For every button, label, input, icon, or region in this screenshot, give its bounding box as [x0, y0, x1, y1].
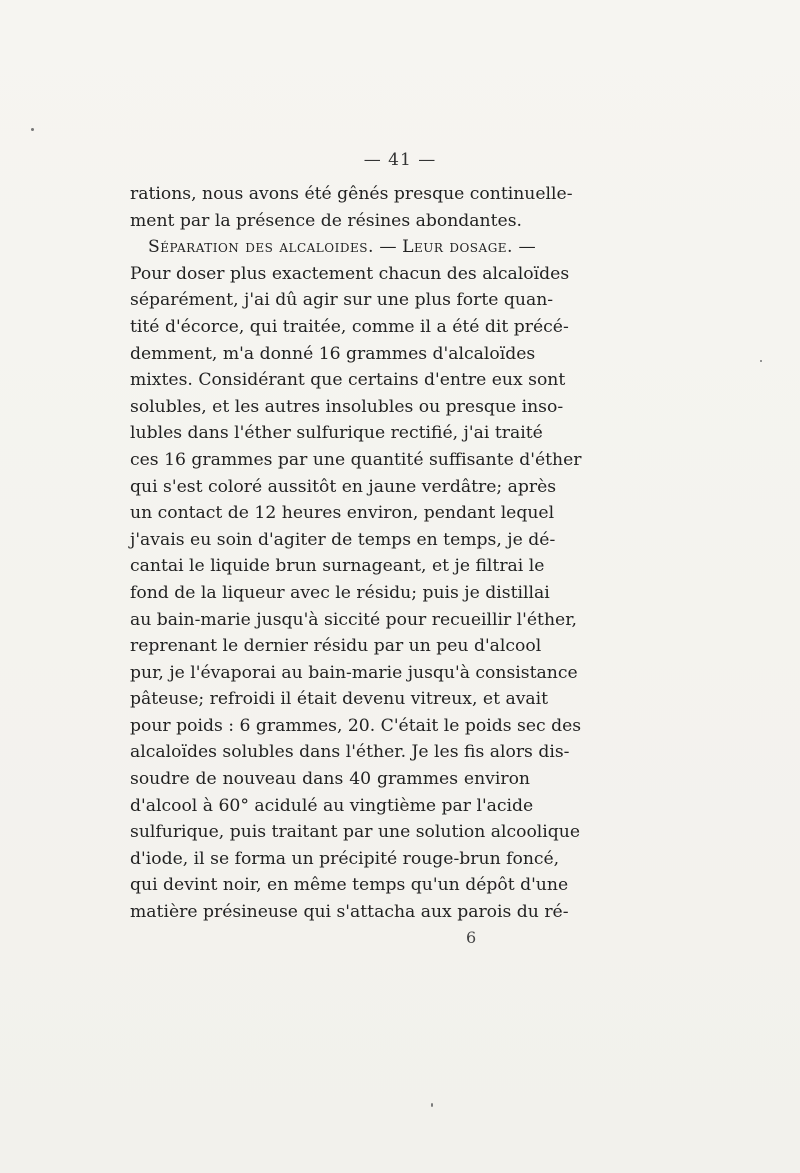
- text-line-1: rations, nous avons été gênés presque continuelle-: [130, 184, 573, 204]
- signature-mark: 6: [466, 928, 477, 947]
- text-line-26: d'iode, il se forma un précipité rouge-brun foncé,: [130, 848, 560, 869]
- section-heading-line: [130, 234, 536, 261]
- text-line-20: pâteuse; refroidi il était devenu vitreux, et avait: [130, 689, 549, 710]
- text-line-12: qui s'est coloré aussitôt en jaune verdâtre; après: [130, 476, 557, 497]
- heading-dash-1: —: [373, 237, 403, 258]
- text-line-23: soudre de nouveau dans 40 grammes environ: [130, 769, 530, 790]
- text-line-2: ment par la présence de résines abondantes.: [130, 210, 522, 231]
- text-line-4: Pour doser plus exactement chacun des alcaloïdes: [130, 263, 570, 284]
- text-line-24: d'alcool à 60° acidulé au vingtième par l'acide: [130, 795, 534, 816]
- page-number-header: — 41 —: [363, 150, 437, 170]
- body-text: [130, 181, 582, 926]
- text-line-28: matière présineuse qui s'attacha aux parois du ré-: [130, 902, 569, 923]
- text-line-8: mixtes. Considérant que certains d'entre eux sont: [130, 370, 566, 391]
- text-line-25: sulfurique, puis traitant par une solution alcoolique: [130, 822, 581, 843]
- paper-speck-1: [31, 128, 34, 131]
- section-heading-separation: Séparation des alcaloides.: [148, 237, 374, 258]
- text-line-10: lubles dans l'éther sulfurique rectifié, j'ai traité: [130, 423, 543, 444]
- text-line-21: pour poids : 6 grammes, 20. C'était le poids sec des: [130, 715, 582, 736]
- text-line-9: solubles, et les autres insolubles ou presque inso-: [130, 396, 564, 417]
- text-line-13: un contact de 12 heures environ, pendant lequel: [130, 503, 555, 524]
- text-line-17: au bain-marie jusqu'à siccité pour recueillir l'éther,: [130, 609, 577, 630]
- section-heading-dosage: Leur dosage.: [402, 237, 514, 258]
- text-line-19: pur, je l'évaporai au bain-marie jusqu'à consistance: [130, 662, 578, 683]
- text-line-14: j'avais eu soin d'agiter de temps en temps, je dé-: [130, 529, 556, 550]
- heading-dash-2: —: [513, 237, 536, 258]
- paper-speck-3: [760, 360, 762, 362]
- text-line-27: qui devint noir, en même temps qu'un dépôt d'une: [130, 875, 569, 896]
- text-line-15: cantai le liquide brun surnageant, et je filtrai le: [130, 556, 545, 577]
- paper-speck-2: [431, 1103, 433, 1107]
- text-line-5: séparément, j'ai dû agir sur une plus forte quan-: [130, 290, 554, 311]
- text-line-7: demment, m'a donné 16 grammes d'alcaloïdes: [130, 343, 536, 364]
- text-line-16: fond de la liqueur avec le résidu; puis je distillai: [130, 582, 550, 603]
- text-line-11: ces 16 grammes par une quantité suffisante d'éther: [130, 449, 582, 470]
- text-line-22: alcaloïdes solubles dans l'éther. Je les fis alors dis-: [130, 742, 570, 763]
- text-line-6: tité d'écorce, qui traitée, comme il a été dit précé-: [130, 316, 569, 337]
- text-line-18: reprenant le dernier résidu par un peu d'alcool: [130, 636, 542, 657]
